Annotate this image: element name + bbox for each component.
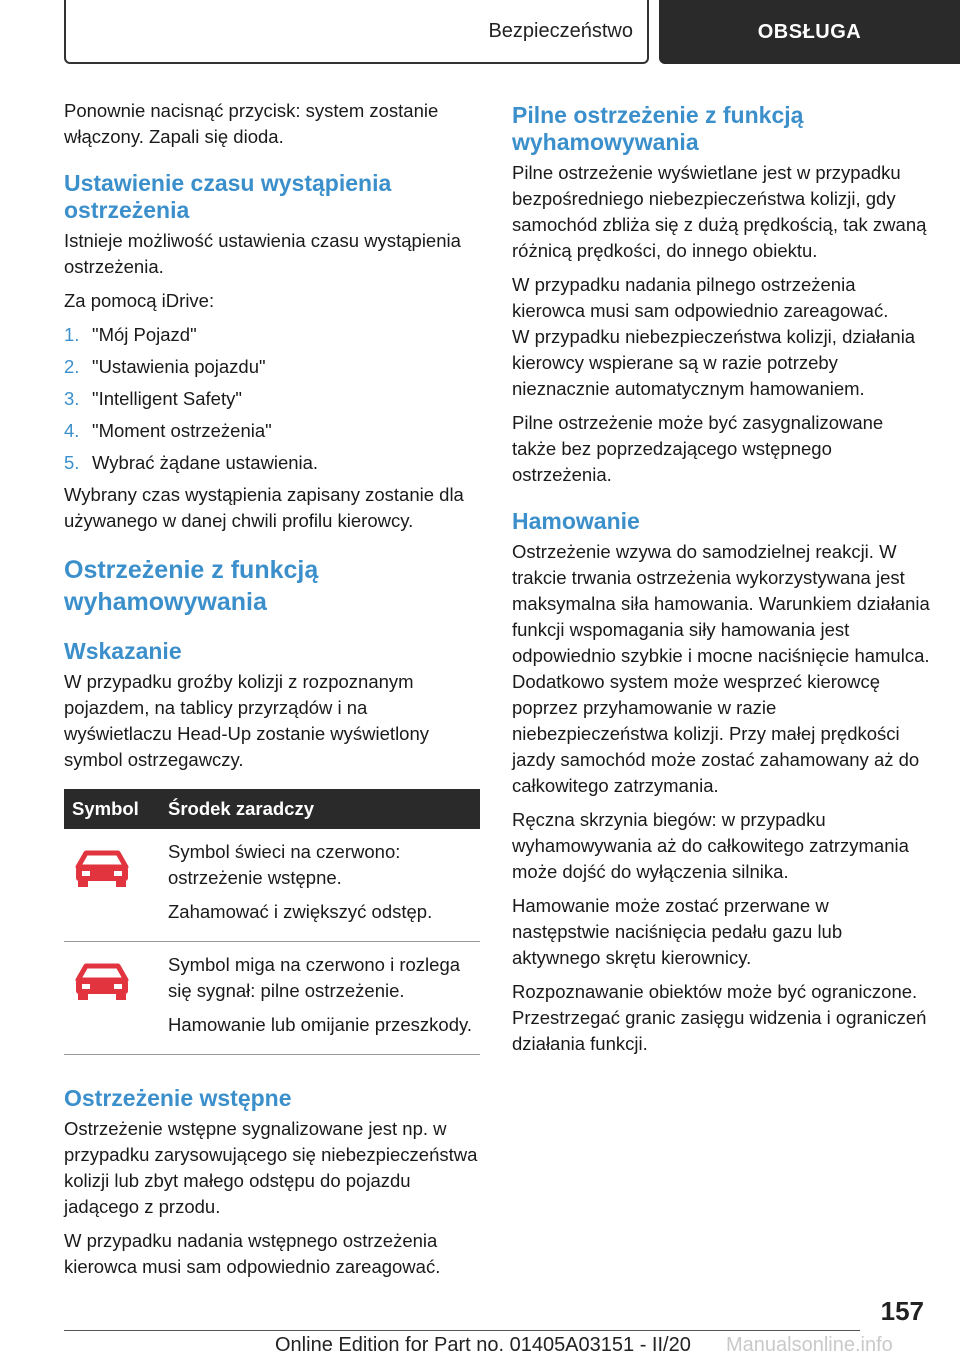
paragraph: Ostrzeżenie wzywa do samodzielnej reakcji. W trakcie trwania ostrzeżenia wykorzystywana jest maksymalna siła hamowania. Warunkiem działania funkcji wspomagania siły hamowania jest odpowiednio szybkie i mocne naciśnięcie hamulca. Dodatkowo system może wesprzeć kierowcę poprzez przyhamowanie w razie niebezpieczeństwa kolizji. Przy małej prędkości jazdy samochód może zostać zahamowany aż do całkowitego zatrzymania. — [512, 541, 930, 796]
heading-warning-timing: Ustawienie czasu wystąpienia ostrzeżenia — [64, 170, 392, 223]
paragraph: Za pomocą iDrive: — [64, 290, 215, 311]
step-number: 1. — [64, 324, 80, 345]
measure-text: Symbol miga na czerwono i rozlega się sygnał: pilne ostrzeżenie. — [168, 954, 461, 1001]
paragraph: Wybrany czas wystąpienia zapisany zostanie dla używanego w danej chwili profilu kierowcy. — [64, 484, 464, 531]
list-item — [64, 450, 480, 476]
heading-urgent-warning: Pilne ostrzeżenie z funkcją wyhamowywania — [512, 102, 804, 155]
paragraph: Rozpoznawanie obiektów może być ograniczone. Przestrzegać granic zasięgu widzenia i ograniczeń działania funkcji. — [512, 981, 927, 1054]
symbol-cell — [64, 942, 160, 1055]
paragraph: Ręczna skrzynia biegów: w przypadku wyhamowywania aż do całkowitego zatrzymania może dojść do wyłączenia silnika. — [512, 809, 909, 882]
step-text: "Moment ostrzeżenia" — [92, 420, 272, 441]
list-item — [64, 386, 480, 412]
paragraph-line: W przypadku nadania pilnego ostrzeżenia kierowca musi sam odpowiednio zareagować. — [512, 274, 889, 321]
table-row — [64, 829, 480, 942]
section-title: Bezpieczeństwo — [488, 19, 633, 42]
paragraph: Hamowanie może zostać przerwane w następstwie naciśnięcia pedału gazu lub aktywnego skrętu kierownicy. — [512, 895, 843, 968]
step-number: 2. — [64, 356, 80, 377]
paragraph: Ponownie nacisnąć przycisk: system zostanie włączony. Zapali się dioda. — [64, 100, 439, 147]
table-header-row — [64, 789, 480, 829]
paragraph: Ostrzeżenie wstępne sygnalizowane jest np. w przypadku zarysowującego się niebezpieczeństwa kolizji lub zbyt małego odstępu do pojazdu jadącego z przodu. — [64, 1118, 478, 1217]
paragraph: Pilne ostrzeżenie może być zasygnalizowane także bez poprzedzającego wstępnego ostrzeżenia. — [512, 412, 884, 485]
list-item — [64, 354, 480, 380]
symbol-table — [64, 789, 480, 1055]
paragraph: Pilne ostrzeżenie wyświetlane jest w przypadku bezpośredniego niebezpieczeństwa kolizji, gdy samochód zbliża się z dużą prędkością, tak zwaną różnicą prędkości, do innego obiektu. — [512, 162, 927, 261]
heading-pre-warning: Ostrzeżenie wstępne — [64, 1085, 292, 1111]
step-text: "Intelligent Safety" — [92, 388, 242, 409]
symbol-cell — [64, 829, 160, 942]
footer-edition: Online Edition for Part no. 01405A03151 - II/20 — [275, 1334, 691, 1356]
car-warning-icon — [74, 849, 130, 889]
table-row — [64, 942, 480, 1055]
chapter-tab — [659, 0, 960, 64]
paragraph — [512, 272, 930, 324]
heading-indication: Wskazanie — [64, 638, 182, 664]
step-number: 4. — [64, 420, 80, 441]
column-header-measure: Środek zaradczy — [160, 789, 480, 829]
step-text: "Ustawienia pojazdu" — [92, 356, 266, 377]
idrive-steps — [64, 322, 480, 476]
paragraph: Istnieje możliwość ustawienia czasu wystąpienia ostrzeżenia. — [64, 230, 461, 277]
heading-braking-warning: Ostrzeżenie z funkcją wyhamowywania — [64, 556, 319, 616]
car-warning-icon — [74, 962, 130, 1002]
right-column — [512, 98, 930, 1065]
measure-cell — [160, 829, 480, 942]
watermark: Manualsonline.info — [726, 1334, 893, 1356]
step-number: 5. — [64, 452, 80, 473]
list-item — [64, 322, 480, 348]
chapter-title: OBSŁUGA — [757, 20, 862, 43]
section-tab — [64, 0, 649, 64]
measure-text: Zahamować i zwiększyć odstęp. — [168, 901, 433, 922]
step-number: 3. — [64, 388, 80, 409]
footer-divider — [64, 1330, 860, 1331]
page-number: 157 — [880, 1296, 924, 1326]
column-header-symbol: Symbol — [64, 789, 160, 829]
paragraph: W przypadku niebezpieczeństwa kolizji, działania kierowcy wspierane są w razie potrzeby nieznacznie automatycznym hamowaniem. — [512, 326, 916, 399]
paragraph: W przypadku groźby kolizji z rozpoznanym pojazdem, na tablicy przyrządów i na wyświetlaczu Head-Up zostanie wyświetlony symbol ostrzegawczy. — [64, 671, 430, 770]
measure-cell — [160, 942, 480, 1055]
list-item — [64, 418, 480, 444]
left-column — [64, 98, 480, 1288]
measure-text: Symbol świeci na czerwono: ostrzeżenie wstępne. — [168, 841, 401, 888]
step-text: Wybrać żądane ustawienia. — [92, 452, 319, 473]
heading-braking: Hamowanie — [512, 508, 640, 534]
step-text: "Mój Pojazd" — [92, 324, 197, 345]
paragraph: W przypadku nadania wstępnego ostrzeżenia kierowca musi sam odpowiednio zareagować. — [64, 1230, 441, 1277]
measure-text: Hamowanie lub omijanie przeszkody. — [168, 1014, 473, 1035]
